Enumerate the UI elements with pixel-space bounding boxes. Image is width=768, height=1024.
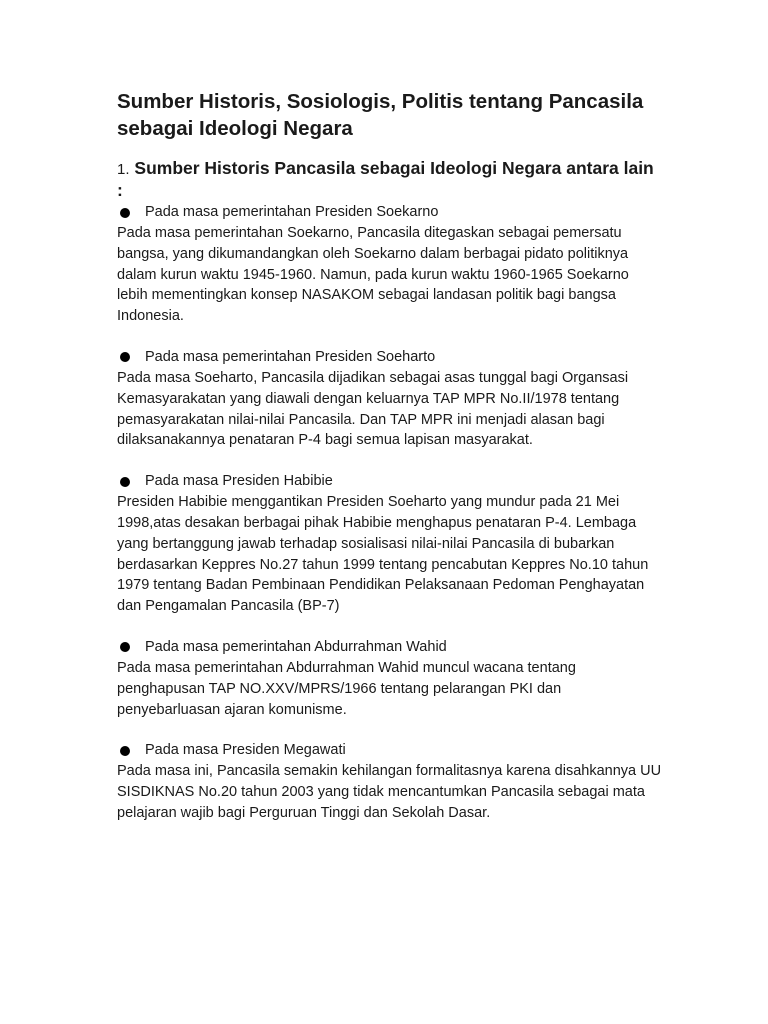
- bullet-text: Pada masa pemerintahan Abdurrahman Wahid: [145, 638, 447, 655]
- bullet-dot-icon: [120, 352, 130, 362]
- list-item-soeharto: [117, 347, 662, 451]
- paragraph: Pada masa pemerintahan Abdurrahman Wahid muncul wacana tentang penghapusan TAP NO.XXV/MPRS/1966 tentang pelarangan PKI dan penyebarluasan ajaran komunisme.: [117, 659, 576, 718]
- bullet-dot-icon: [120, 746, 130, 756]
- list-item-megawati: [117, 740, 662, 823]
- section-number: 1.: [117, 161, 130, 178]
- bullet-line: [117, 740, 662, 761]
- bullet-dot-icon: [120, 477, 130, 487]
- paragraph: Pada masa ini, Pancasila semakin kehilangan formalitasnya karena disahkannya UU SISDIKNAS No.20 tahun 2003 yang tidak mencantumkan Pancasila sebagai mata pelajaran wajib bagi Perguruan Tinggi dan Sekolah Dasar.: [117, 763, 662, 821]
- bullet-line: [117, 347, 662, 368]
- bullet-line: [117, 202, 662, 223]
- bullet-dot-icon: [120, 208, 130, 218]
- list-item-abdurrahman-wahid: [117, 637, 662, 720]
- bullet-text: Pada masa pemerintahan Presiden Soekarno: [145, 204, 439, 220]
- document-title: Sumber Historis, Sosiologis, Politis tentang Pancasila sebagai Ideologi Negara: [117, 90, 644, 140]
- section-heading-text: Sumber Historis Pancasila sebagai Ideologi Negara antara lain :: [117, 158, 654, 200]
- list-item-habibie: [117, 471, 662, 617]
- paragraph: Pada masa Soeharto, Pancasila dijadikan sebagai asas tunggal bagi Organsasi Kemasyarakatan yang diawali dengan keluarnya TAP MPR No.II/1978 tentang pemasyarakatan nilai-nilai Pancasila. Dan TAP MPR ini menjadi alasan bagi dilaksanakannya penataran P-4 bagi semua lapisan masyarakat.: [117, 369, 629, 449]
- bullet-dot-icon: [120, 642, 130, 652]
- bullet-text: Pada masa pemerintahan Presiden Soeharto: [145, 348, 436, 365]
- document-page: [117, 88, 662, 824]
- item-list: [117, 202, 662, 824]
- bullet-text: Pada masa Presiden Megawati: [145, 742, 346, 759]
- bullet-line: [117, 471, 662, 492]
- section-heading: [117, 158, 662, 201]
- bullet-text: Pada masa Presiden Habibie: [145, 473, 333, 490]
- paragraph: Presiden Habibie menggantikan Presiden Soeharto yang mundur pada 21 Mei 1998,atas desakan berbagai pihak Habibie menghapus penataran P-4. Lembaga yang bertanggung jawab terhadap sosialisasi nilai-nilai Pancasila di bubarkan berdasarkan Keppres No.27 tahun 1999 tentang pencabutan Keppres No.10 tahun 1979 tentang Badan Pembinaan Pendidikan Pelaksanaan Pedoman Penghayatan dan Pengamalan Pancasila (BP-7): [117, 494, 649, 615]
- paragraph: Pada masa pemerintahan Soekarno, Pancasila ditegaskan sebagai pemersatu bangsa, yang dikumandangkan oleh Soekarno dalam berbagai pidato politiknya dalam kurun waktu 1945-1960. Namun, pada kurun waktu 1960-1965 Soekarno lebih mementingkan konsep NASAKOM sebagai landasan politik bagi bangsa Indonesia.: [117, 225, 629, 325]
- list-item-soekarno: [117, 202, 662, 327]
- bullet-line: [117, 637, 662, 658]
